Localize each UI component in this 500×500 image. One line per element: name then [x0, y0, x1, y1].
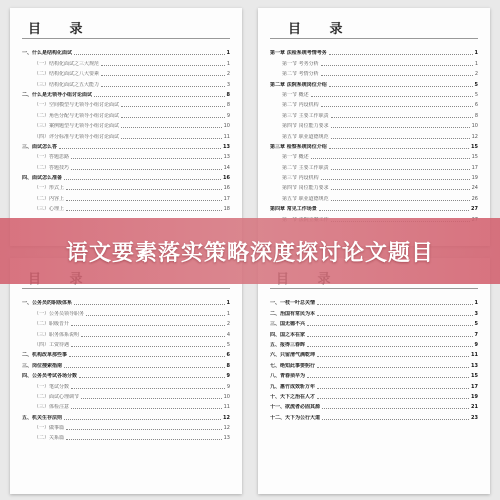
toc-subsection-row [22, 160, 230, 170]
toc-entry-label: （三）案例题型与无领导小组讨论面试 [34, 123, 120, 130]
dot-leader [307, 377, 469, 378]
dot-leader [307, 325, 473, 326]
toc-entry-label: 三、国无德不兴 [270, 321, 306, 328]
toc-subsection-row [270, 191, 478, 201]
toc-subsection-row [270, 119, 478, 129]
toc-section-row [270, 410, 478, 420]
toc-subsection-row [22, 338, 230, 348]
toc-entry-label: 十一、欲流者必固其源 [270, 404, 321, 411]
dot-leader [317, 367, 469, 368]
toc-entry-label: 二、治国有常民为本 [270, 310, 316, 317]
toc-entry-label: 二、什么是无领导小组讨论面试 [22, 91, 93, 98]
toc-page-number: 1 [226, 310, 230, 317]
toc-entry-label: （四）工资待遇 [34, 341, 70, 348]
dot-leader [81, 398, 222, 399]
toc-list [22, 296, 230, 441]
title-rule [270, 288, 478, 289]
toc-entry-label: （一）形式上 [34, 185, 65, 192]
toc-entry-label: （一）空间模型与无领导小组讨论面试 [34, 102, 120, 109]
dot-leader [321, 75, 473, 76]
dot-leader [71, 346, 225, 347]
dot-leader [321, 106, 473, 107]
toc-section-row [270, 338, 478, 348]
toc-section-row [270, 400, 478, 410]
toc-entry-label: （一）答题思路 [34, 154, 70, 161]
toc-page-4 [258, 258, 490, 494]
toc-subsection-row [22, 98, 230, 108]
toc-entry-label: 十、天下之治在人才 [270, 393, 316, 400]
toc-entry-label: 第一节 概述 [282, 91, 309, 98]
toc-page-number: 1 [226, 50, 230, 57]
dot-leader [59, 148, 221, 149]
toc-subsection-row [22, 129, 230, 139]
toc-page-number: 8 [226, 102, 230, 109]
dot-leader [317, 356, 469, 357]
banner-title: 语文要素落实策略深度探讨论文题目 [65, 240, 434, 266]
toc-entry-label: （一）做事篇 [34, 425, 65, 432]
toc-subsection-row [270, 181, 478, 191]
toc-page-number: 6 [226, 352, 230, 359]
toc-subsection-row [22, 77, 230, 87]
toc-entry-label: （二）内容上 [34, 195, 65, 202]
dot-leader [331, 169, 470, 170]
toc-entry-label: （三）体检注意 [34, 404, 70, 411]
toc-subsection-row [270, 108, 478, 118]
toc-section-row [270, 348, 478, 358]
toc-page-number: 11 [471, 352, 478, 359]
toc-page-1 [10, 8, 242, 246]
toc-page-number: 1 [474, 50, 478, 57]
toc-section-row [22, 369, 230, 379]
dot-leader [66, 210, 222, 211]
toc-entry-label: 七、绝知此事要躬行 [270, 362, 316, 369]
dot-leader [64, 419, 221, 420]
toc-section-row [22, 348, 230, 358]
toc-section-row [22, 140, 230, 150]
toc-page-number: 5 [474, 81, 478, 88]
toc-entry-label: 五、机关生存法则 [22, 414, 63, 421]
toc-page-number: 16 [223, 185, 230, 192]
toc-page-number: 23 [471, 414, 478, 421]
dot-leader [66, 200, 222, 201]
toc-subsection-row [270, 88, 478, 98]
toc-entry-label: 五、报得三春晖 [270, 341, 306, 348]
toc-subsection-row [22, 421, 230, 431]
toc-page-number: 9 [226, 373, 230, 380]
toc-entry-label: 四、面试怎么准备 [22, 175, 63, 182]
toc-section-row [22, 88, 230, 98]
dot-leader [329, 148, 469, 149]
toc-entry-label: 第五节 职业道德规范 [282, 133, 329, 140]
toc-entry-label: 第二节 考情分析 [282, 71, 319, 78]
toc-entry-label: 第二节 内设机构 [282, 102, 319, 109]
toc-entry-label: （三）结构化面试之五大能力 [34, 81, 100, 88]
toc-page-number: 9 [474, 341, 478, 348]
toc-section-row [270, 77, 478, 87]
toc-page-number: 11 [223, 133, 230, 140]
dot-leader [74, 54, 225, 55]
toc-page-number: 13 [223, 435, 230, 442]
toc-page-number: 8 [226, 91, 230, 98]
dot-leader [71, 158, 222, 159]
toc-entry-label: 第四节 岗位能力要求 [282, 123, 329, 130]
toc-entry-label: 第五节 职业道德规范 [282, 195, 329, 202]
toc-entry-label: 一、什么是结构化面试 [22, 50, 73, 57]
toc-section-row [270, 369, 478, 379]
toc-page-number: 12 [223, 414, 230, 421]
toc-subsection-row [270, 98, 478, 108]
toc-page-title: 目 录 [288, 22, 355, 37]
dot-leader [317, 304, 473, 305]
toc-page-number: 6 [474, 102, 478, 109]
toc-page-number: 7 [474, 331, 478, 338]
toc-page-number: 1 [226, 300, 230, 307]
dot-leader [121, 117, 225, 118]
dot-leader [81, 336, 225, 337]
toc-subsection-row [270, 129, 478, 139]
toc-page-number: 21 [471, 404, 478, 411]
toc-page-number: 10 [223, 393, 230, 400]
toc-page-title: 目 录 [28, 22, 95, 37]
dot-leader [331, 117, 473, 118]
toc-subsection-row [22, 390, 230, 400]
dot-leader [71, 169, 222, 170]
dot-leader [311, 158, 470, 159]
toc-page-number: 5 [474, 321, 478, 328]
toc-page-2 [258, 8, 490, 246]
dot-leader [321, 179, 470, 180]
toc-page-number: 2 [226, 321, 230, 328]
toc-page-number: 17 [471, 383, 478, 390]
dot-leader [66, 189, 222, 190]
toc-section-row [270, 202, 478, 212]
toc-page-number: 5 [474, 91, 478, 98]
toc-entry-label: 第三章 检察系统岗位介绍 [270, 143, 327, 150]
dot-leader [322, 408, 469, 409]
toc-entry-label: 四、国之本在家 [270, 331, 306, 338]
toc-page-number: 27 [471, 206, 478, 213]
toc-page-number: 3 [226, 81, 230, 88]
toc-entry-label: 三、岗位搜索指南 [22, 362, 63, 369]
toc-page-3 [10, 258, 242, 494]
dot-leader [311, 96, 473, 97]
toc-subsection-row [270, 171, 478, 181]
toc-subsection-row [22, 317, 230, 327]
toc-entry-label: （二）答题技巧 [34, 164, 70, 171]
toc-entry-label: 第一章 法检系统考情考务 [270, 50, 327, 57]
toc-entry-label: （二）职级晋升 [34, 321, 70, 328]
toc-entry-label: 第二节 主要工作职责 [282, 164, 329, 171]
toc-section-row [270, 358, 478, 368]
dot-leader [121, 138, 222, 139]
toc-page-number: 8 [226, 362, 230, 369]
toc-page-number: 24 [471, 185, 478, 192]
toc-list [270, 46, 478, 223]
toc-entry-label: 四、公务员考试各场分数 [22, 373, 78, 380]
toc-section-row [270, 379, 478, 389]
dot-leader [331, 138, 470, 139]
toc-page-number: 9 [226, 383, 230, 390]
dot-leader [317, 315, 473, 316]
toc-entry-label: 一、公务员的职级体系 [22, 300, 73, 307]
toc-section-row [270, 317, 478, 327]
toc-page-number: 16 [223, 175, 230, 182]
toc-page-number: 1 [226, 60, 230, 67]
toc-page-number: 18 [223, 206, 230, 213]
dot-leader [331, 189, 470, 190]
toc-subsection-row [22, 306, 230, 316]
toc-page-number: 19 [471, 175, 478, 182]
title-banner [0, 218, 500, 284]
dot-leader [322, 419, 469, 420]
toc-subsection-row [22, 67, 230, 77]
dot-leader [331, 127, 470, 128]
dot-leader [121, 127, 222, 128]
toc-subsection-row [22, 431, 230, 441]
toc-subsection-row [22, 119, 230, 129]
toc-entry-label: （一）结构化面试之三大规范 [34, 60, 100, 67]
toc-section-row [22, 46, 230, 56]
dot-leader [101, 65, 225, 66]
toc-page-number: 13 [223, 143, 230, 150]
dot-leader [69, 356, 225, 357]
toc-section-row [270, 46, 478, 56]
toc-entry-label: 一、一枝一叶总关情 [270, 300, 316, 307]
dot-leader [307, 336, 473, 337]
toc-entry-label: （三）心理上 [34, 206, 65, 213]
toc-page-number: 1 [474, 60, 478, 67]
title-rule [270, 38, 478, 39]
toc-entry-label: 第二章 法院系统岗位介绍 [270, 81, 327, 88]
toc-page-number: 10 [223, 123, 230, 130]
toc-page-number: 13 [223, 154, 230, 161]
toc-page-number: 15 [471, 143, 478, 150]
toc-section-row [22, 358, 230, 368]
toc-entry-label: 第四节 岗位能力要求 [282, 185, 329, 192]
toc-section-row [22, 171, 230, 181]
dot-leader [319, 210, 469, 211]
dot-leader [101, 75, 225, 76]
toc-subsection-row [22, 327, 230, 337]
dot-leader [307, 346, 473, 347]
toc-entry-label: （一）笔试分数 [34, 383, 70, 390]
toc-list [22, 46, 230, 212]
toc-page-number: 17 [223, 195, 230, 202]
toc-page-number: 14 [223, 164, 230, 171]
toc-entry-label: 三、面试怎么答 [22, 143, 58, 150]
toc-subsection-row [22, 202, 230, 212]
dot-leader [79, 377, 225, 378]
toc-section-row [22, 296, 230, 306]
toc-subsection-row [22, 379, 230, 389]
dot-leader [101, 86, 225, 87]
dot-leader [74, 304, 225, 305]
dot-leader [66, 439, 222, 440]
toc-entry-label: （三）职务体系说明 [34, 331, 80, 338]
toc-subsection-row [22, 400, 230, 410]
toc-entry-label: 十二、天下为公行大道 [270, 414, 321, 421]
toc-section-row [270, 306, 478, 316]
dot-leader [94, 96, 225, 97]
toc-page-number: 3 [474, 310, 478, 317]
dot-leader [71, 388, 225, 389]
toc-subsection-row [270, 160, 478, 170]
toc-entry-label: 第三节 内设机构 [282, 175, 319, 182]
dot-leader [64, 179, 221, 180]
toc-entry-label: （二）面试心理调节 [34, 393, 80, 400]
title-rule [22, 38, 230, 39]
toc-section-row [270, 327, 478, 337]
toc-subsection-row [22, 56, 230, 66]
toc-entry-label: 九、惠竹成效斩万年 [270, 383, 316, 390]
toc-page-number: 5 [226, 341, 230, 348]
dot-leader [329, 86, 473, 87]
dot-leader [121, 106, 225, 107]
toc-entry-label: （二）关系篇 [34, 435, 65, 442]
toc-subsection-row [22, 181, 230, 191]
toc-section-row [270, 390, 478, 400]
toc-page-number: 4 [226, 331, 230, 338]
toc-list [270, 296, 478, 421]
toc-section-row [22, 410, 230, 420]
toc-subsection-row [270, 67, 478, 77]
toc-entry-label: （一）公务员领导职务 [34, 310, 85, 317]
toc-subsection-row [270, 56, 478, 66]
toc-entry-label: （二）角色分配与无领导小组讨论面试 [34, 112, 120, 119]
toc-page-number: 15 [471, 373, 478, 380]
toc-entry-label: 六、只留清气满乾坤 [270, 352, 316, 359]
toc-entry-label: 第四章 常见工作场景 [270, 206, 317, 213]
toc-page-number: 10 [471, 123, 478, 130]
toc-page-number: 12 [471, 133, 478, 140]
toc-subsection-row [270, 150, 478, 160]
toc-entry-label: 第一节 概述 [282, 154, 309, 161]
dot-leader [317, 388, 469, 389]
toc-page-number: 9 [226, 112, 230, 119]
toc-section-row [270, 140, 478, 150]
toc-section-row [270, 296, 478, 306]
dot-leader [329, 54, 473, 55]
toc-entry-label: 第三节 主要工作职责 [282, 112, 329, 119]
toc-page-number: 26 [471, 195, 478, 202]
toc-page-number: 13 [471, 362, 478, 369]
dot-leader [71, 408, 222, 409]
toc-page-number: 2 [474, 71, 478, 78]
toc-page-number: 15 [471, 154, 478, 161]
toc-entry-label: 二、机构改革那些事 [22, 352, 68, 359]
toc-page-number: 2 [226, 71, 230, 78]
toc-entry-label: （四）评分标准与无领导小组讨论面试 [34, 133, 120, 140]
toc-page-number: 19 [471, 393, 478, 400]
title-rule [22, 288, 230, 289]
dot-leader [317, 398, 469, 399]
toc-page-number: 1 [474, 300, 478, 307]
dot-leader [86, 315, 225, 316]
dot-leader [66, 429, 222, 430]
toc-subsection-row [22, 150, 230, 160]
dot-leader [331, 200, 470, 201]
dot-leader [71, 325, 225, 326]
toc-page-number: 17 [471, 164, 478, 171]
dot-leader [321, 65, 473, 66]
toc-subsection-row [22, 108, 230, 118]
toc-subsection-row [22, 191, 230, 201]
dot-leader [64, 367, 225, 368]
toc-entry-label: （二）结构化面试之八大要素 [34, 71, 100, 78]
toc-page-number: 8 [474, 112, 478, 119]
toc-entry-label: 第一节 考务分析 [282, 60, 319, 67]
toc-page-number: 12 [223, 425, 230, 432]
toc-page-number: 11 [223, 404, 230, 411]
toc-entry-label: 八、青春须早为 [270, 373, 306, 380]
